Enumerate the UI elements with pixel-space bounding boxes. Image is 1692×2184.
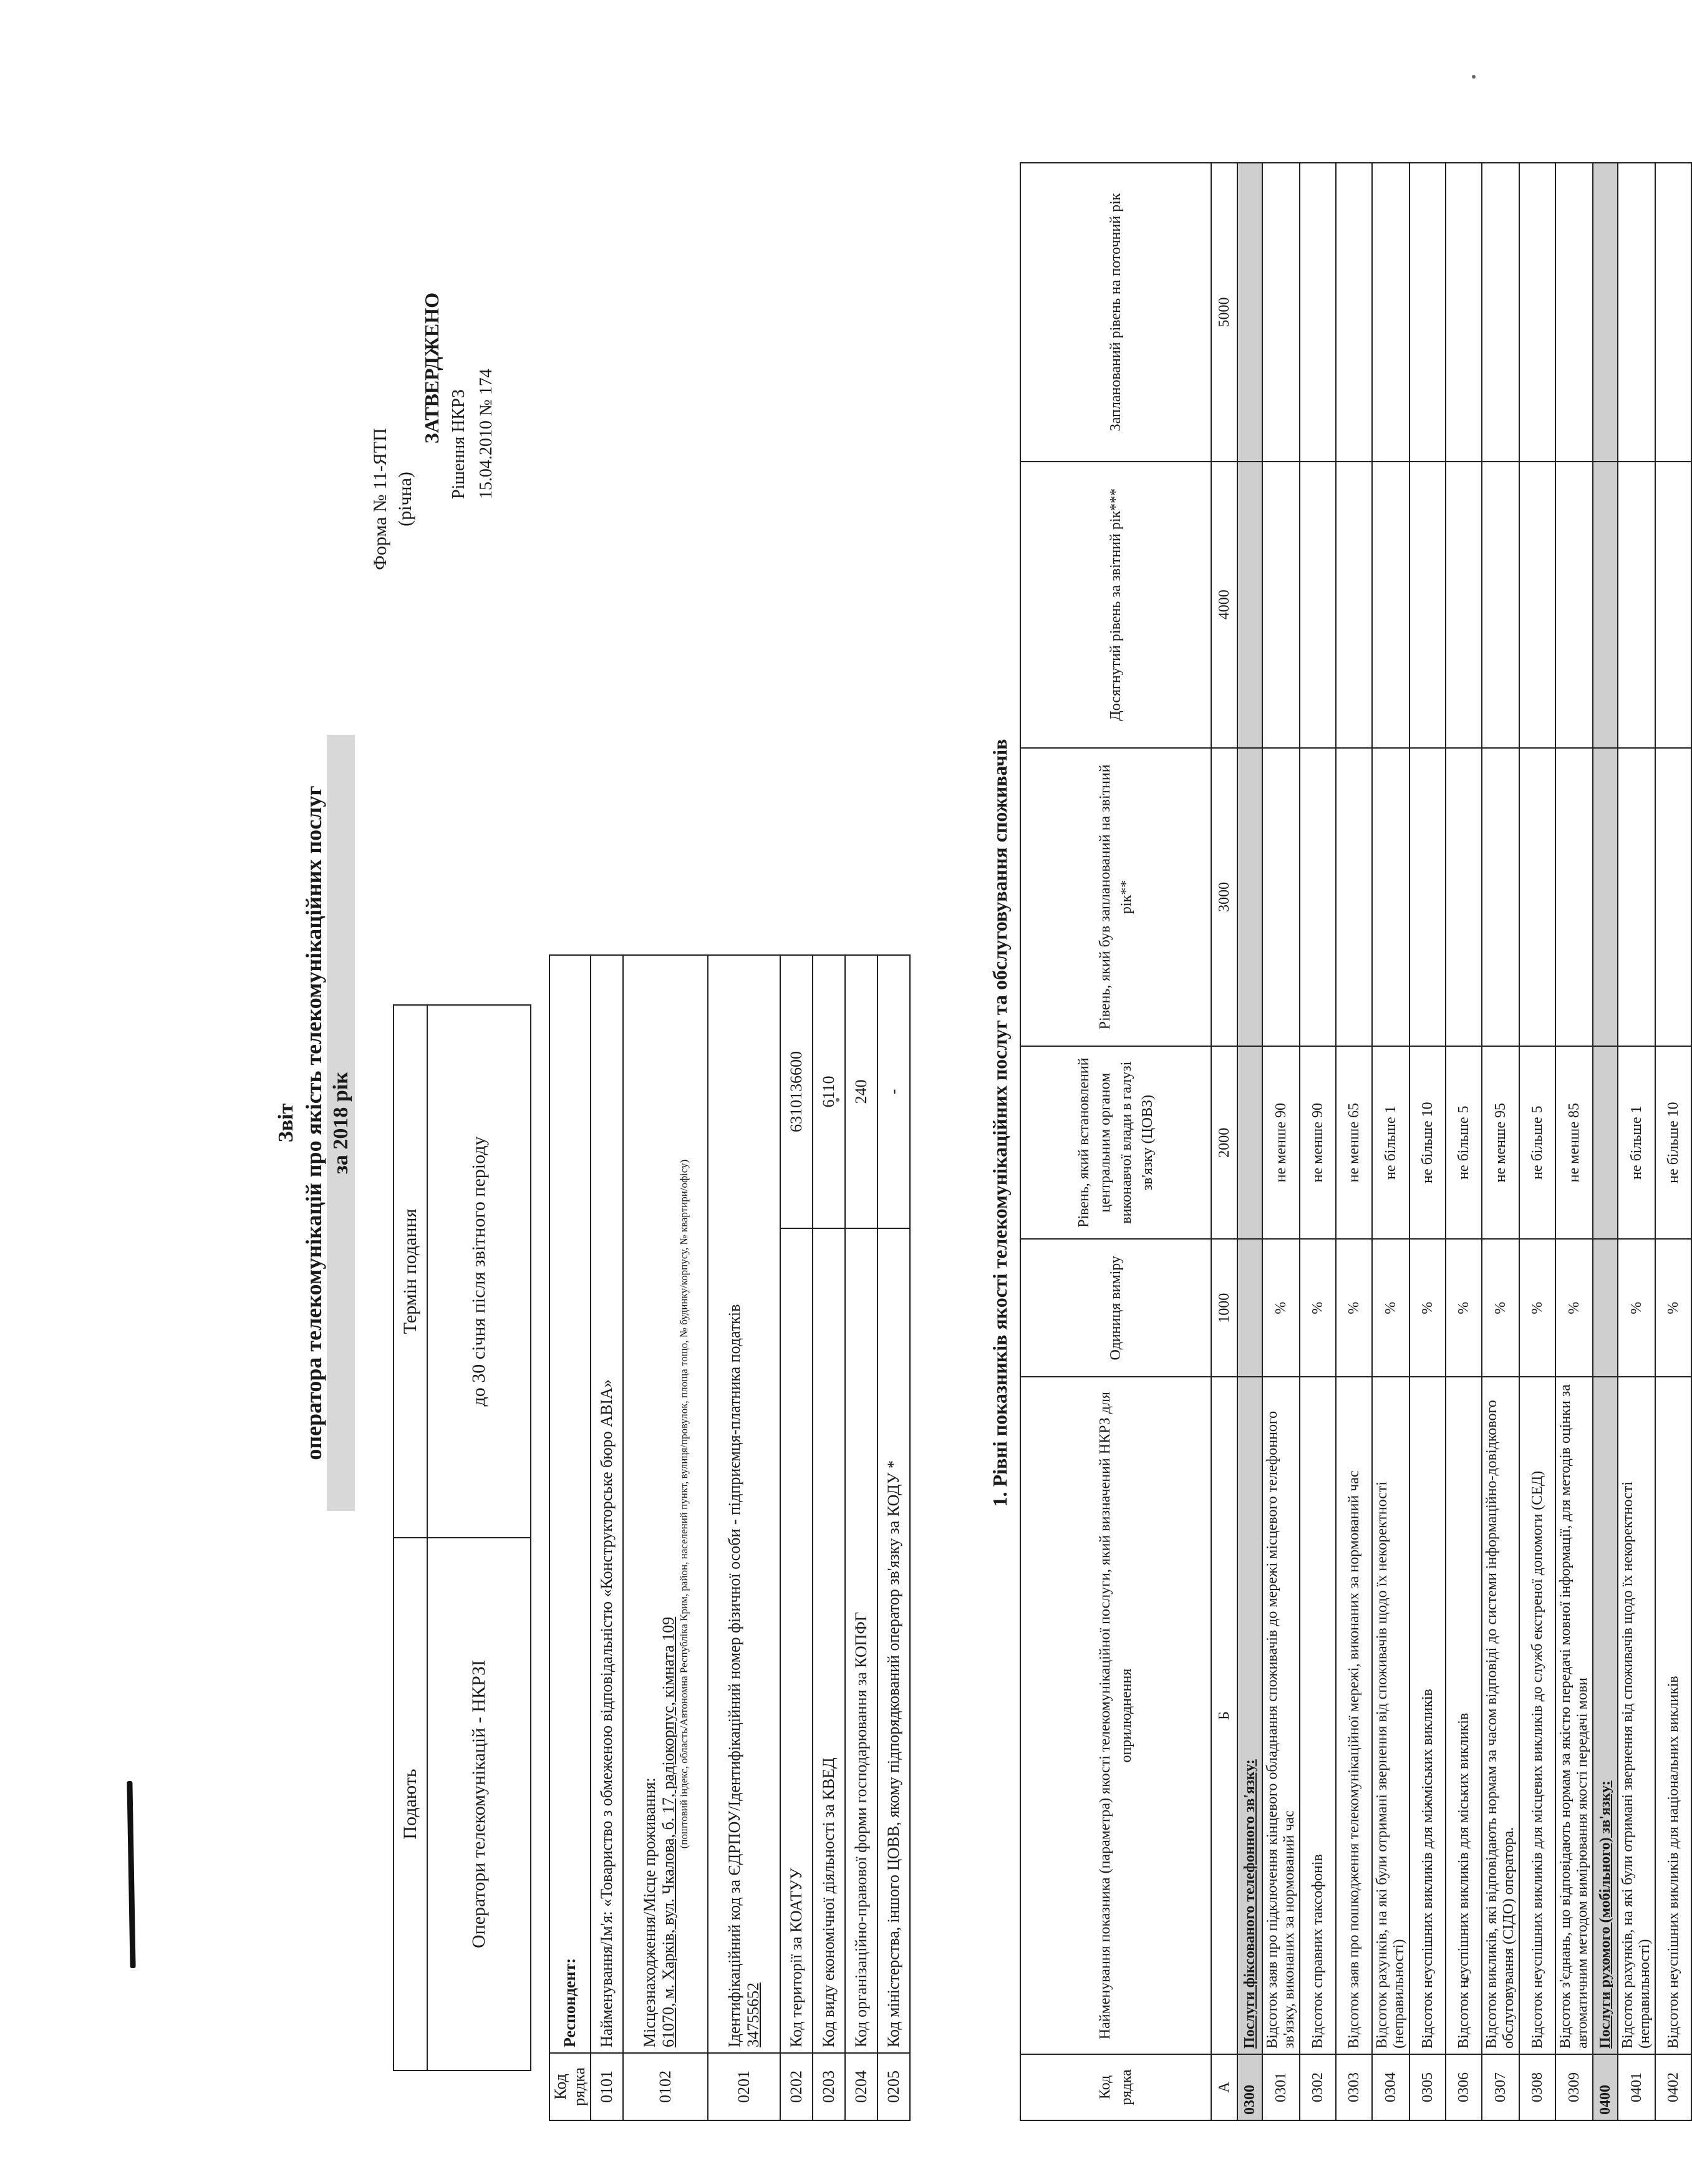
row-code: 0204: [845, 2053, 877, 2120]
approval-block: [418, 237, 500, 499]
respondent-table: [549, 954, 911, 2121]
row-label: Код міністерства, іншого ЦОВВ, якому підпорядкований оператор зв'язку за КОДУ *: [877, 1228, 910, 2053]
scan-speck: [1472, 75, 1476, 79]
indicator-unit: %: [1300, 1239, 1336, 1377]
indicator-level: не більше 10: [1409, 1046, 1446, 1239]
section-title: Послуги фіксованого телефонного зв'язку:: [1237, 1377, 1262, 2054]
row-value: 240: [845, 955, 877, 1228]
indicator-name: Відсоток неуспішних викликів для міжміських викликів: [1409, 1377, 1446, 2054]
row-code: 0101: [591, 2053, 623, 2120]
row-code: 0305: [1409, 2054, 1446, 2120]
indicator-level: не більше 5: [1519, 1046, 1555, 1239]
table-row: [1262, 163, 1300, 2120]
indicator-unit: %: [1482, 1239, 1519, 1377]
column-number: 2000: [1211, 1046, 1237, 1239]
table-row: [1409, 163, 1446, 2120]
row-label: Код виду економічної діяльності за КВЕД: [813, 1228, 845, 2053]
row-code: 0201: [708, 2053, 780, 2120]
column-number: 3000: [1211, 748, 1237, 1047]
col-indicator-name: Найменування показника (параметра) якості телекомунікаційної послуги, який визначений НКРЗ для оприлюднення: [1020, 1377, 1211, 2054]
row-code: 0307: [1482, 2054, 1519, 2120]
indicator-level: не більше 10: [1655, 1046, 1691, 1239]
respondent-address-label: Місцезнаходження/Місце проживання:: [641, 1777, 659, 2047]
col-unit: Одиниця виміру: [1020, 1239, 1211, 1377]
row-code: 0306: [1446, 2054, 1482, 2120]
respondent-row: [591, 955, 623, 2120]
report-period-text: за 2018 рік: [327, 735, 355, 1511]
respondent-row: [708, 955, 780, 2120]
respondent-address: 61070, м. Харків, вул. Чкалова, б. 17, радіокорпус, кімната 109: [659, 1616, 677, 2047]
column-number: 5000: [1211, 163, 1237, 462]
indicator-unit: %: [1262, 1239, 1300, 1377]
respondent-code-header: Код рядка: [549, 2053, 591, 2120]
row-code: 0308: [1519, 2054, 1555, 2120]
indicator-unit: %: [1336, 1239, 1372, 1377]
section-row-mobile: [1593, 163, 1618, 2120]
table-row: [1300, 163, 1336, 2120]
row-label: Код організаційно-правової форми господарювання за КОПФГ: [845, 1228, 877, 2053]
indicator-unit: %: [1409, 1239, 1446, 1377]
indicator-unit: %: [1555, 1239, 1593, 1377]
indicator-name: Відсоток викликів, які відповідають нормам за часом відповіді до системи інформаційно-довідкового обслуговування (СІДО) оператора.: [1482, 1377, 1519, 2054]
col-planned-current: Запланований рівень на поточний рік: [1020, 163, 1211, 462]
indicator-name: Відсоток неуспішних викликів для міських викликів: [1446, 1377, 1482, 2054]
approval-title: ЗАТВЕРДЖЕНО: [420, 292, 443, 444]
row-code: 0302: [1300, 2054, 1336, 2120]
column-number: А: [1211, 2054, 1237, 2120]
indicator-name: Відсоток заяв про підключення кінцевого обладнання споживачів до мережі місцевого телефонного зв'язку, виконаних за нормований час: [1262, 1377, 1300, 2054]
form-number: Форма № 11-ЯТП: [370, 428, 390, 570]
indicator-name: Відсоток справних таксофонів: [1300, 1377, 1336, 2054]
report-page: [274, 125, 1681, 2121]
row-code: 0303: [1336, 2054, 1372, 2120]
table-row: [1655, 163, 1691, 2120]
row-value: 6110: [813, 955, 845, 1228]
report-period: [329, 125, 353, 2121]
row-code: 0401: [1618, 2054, 1655, 2120]
col-planned-reporting: Рівень, який був запланований на звітний рік**: [1020, 748, 1211, 1047]
indicator-level: не більше 5: [1446, 1046, 1482, 1239]
respondent-row: [813, 955, 845, 2120]
row-code: 0301: [1262, 2054, 1300, 2120]
submission-when-header: Термін подання: [394, 1005, 427, 1538]
report-title: Звіт: [274, 1103, 297, 1143]
indicator-level: не менше 90: [1262, 1046, 1300, 1239]
form-periodicity: (річна): [395, 472, 415, 527]
respondent-row: [780, 955, 813, 2120]
table-row: [1618, 163, 1655, 2120]
row-label: Код території за КОАТУУ: [780, 1228, 813, 2053]
column-number: Б: [1211, 1377, 1237, 2054]
column-numbering-row: [1211, 163, 1237, 2120]
submission-when: до 30 січня після звітного періоду: [427, 1005, 531, 1538]
scan-mark: [127, 1781, 135, 1968]
indicator-name: Відсоток заяв про пошкодження телекомунікаційної мережі, виконаних за нормований час: [1336, 1377, 1372, 2054]
section-code: 0400: [1593, 2054, 1618, 2120]
indicator-level: не менше 65: [1336, 1046, 1372, 1239]
table-row: [1446, 163, 1482, 2120]
section-title: Послуги рухомого (мобільного) зв'язку:: [1593, 1377, 1618, 2054]
table-row: [1336, 163, 1372, 2120]
row-code: 0203: [813, 2053, 845, 2120]
form-id-block: [368, 324, 418, 674]
respondent-id: 34755652: [744, 1983, 762, 2047]
row-code: 0205: [877, 2053, 910, 2120]
col-code: Код рядка: [1020, 2054, 1211, 2120]
indicator-level: не менше 95: [1482, 1046, 1519, 1239]
row-code: 0304: [1372, 2054, 1409, 2120]
quality-indicators-table: [1020, 162, 1692, 2121]
section-code: 0300: [1237, 2054, 1262, 2120]
row-value: -: [877, 955, 910, 1228]
table-row: [1372, 163, 1409, 2120]
respondent-address-cell: [623, 955, 708, 2053]
indicator-level: не більше 1: [1372, 1046, 1409, 1239]
row-code: 0402: [1655, 2054, 1691, 2120]
indicator-name: Відсоток рахунків, на які були отримані звернення від споживачів щодо їх некоректності (неправильності): [1618, 1377, 1655, 2054]
table-header-row: [1020, 163, 1211, 2120]
row-code: 0102: [623, 2053, 708, 2120]
respondent-row: [623, 955, 708, 2120]
respondent-row: [877, 955, 910, 2120]
indicator-level: не менше 85: [1555, 1046, 1593, 1239]
indicator-unit: %: [1519, 1239, 1555, 1377]
indicator-name: Відсоток рахунків, на які були отримані звернення від споживачів щодо їх некоректності (неправильності): [1372, 1377, 1409, 2054]
respondent-title: Респондент:: [549, 955, 591, 2053]
indicator-unit: %: [1655, 1239, 1691, 1377]
indicator-level: не більше 1: [1618, 1046, 1655, 1239]
submission-who-header: Подають: [394, 1538, 427, 2070]
section-1-title: 1. Рівні показників якості телекомунікаційних послуг та обслуговування споживачів: [989, 739, 1011, 1507]
indicator-name: Відсоток неуспішних викликів для національних викликів: [1655, 1377, 1691, 2054]
approval-date: 15.04.2010 № 174: [476, 369, 496, 499]
respondent-address-note: (поштовий індекс, область/Автономна Республіка Крим, район, населений пункт, вулиця/провулок, площа тощо, № будинку/корпусу, № квартири/офісу): [678, 1159, 690, 1849]
indicator-unit: %: [1618, 1239, 1655, 1377]
column-number: 4000: [1211, 462, 1237, 748]
report-subtitle: оператора телекомунікацій про якість телекомунікаційних послуг: [301, 785, 326, 1460]
indicator-unit: %: [1372, 1239, 1409, 1377]
table-row: [1519, 163, 1555, 2120]
submission-table: [393, 1004, 531, 2071]
table-row: [1482, 163, 1519, 2120]
row-value: 6310136600: [780, 955, 813, 1228]
respondent-row: [845, 955, 877, 2120]
respondent-id-cell: [708, 955, 780, 2053]
column-number: 1000: [1211, 1239, 1237, 1377]
col-achieved: Досягнутий рівень за звітний рік***: [1020, 462, 1211, 748]
respondent-id-label: Ідентифікаційний код за ЄДРПОУ/Ідентифікаційний номер фізичної особи - підприємця-платника податків: [725, 1304, 743, 2047]
respondent-name: Найменування/Ім'я: «Товариство з обмеженою відповідальністю «Конструкторське бюро АВІА»: [591, 955, 623, 2053]
indicator-level: не менше 90: [1300, 1046, 1336, 1239]
approval-decision: Рішення НКРЗ: [449, 389, 468, 499]
indicator-name: Відсоток неуспішних викликів для місцевих викликів до служб екстреної допомоги (СЕД): [1519, 1377, 1555, 2054]
submission-who: Оператори телекомунікацій - НКРЗІ: [427, 1538, 531, 2070]
row-code: 0202: [780, 2053, 813, 2120]
table-row: [1555, 163, 1593, 2120]
row-code: 0309: [1555, 2054, 1593, 2120]
col-czovz-level: Рівень, який встановлений центральним органом виконавчої влади в галузі зв'язку (ЦОВЗ): [1020, 1046, 1211, 1239]
section-row-fixed: [1237, 163, 1262, 2120]
indicator-name: Відсоток з'єднань, що відповідають нормам за якістю передачі мовної інформації, для методів оцінки за автоматичним методом вимірювання якості передачі мови: [1555, 1377, 1593, 2054]
indicator-unit: %: [1446, 1239, 1482, 1377]
